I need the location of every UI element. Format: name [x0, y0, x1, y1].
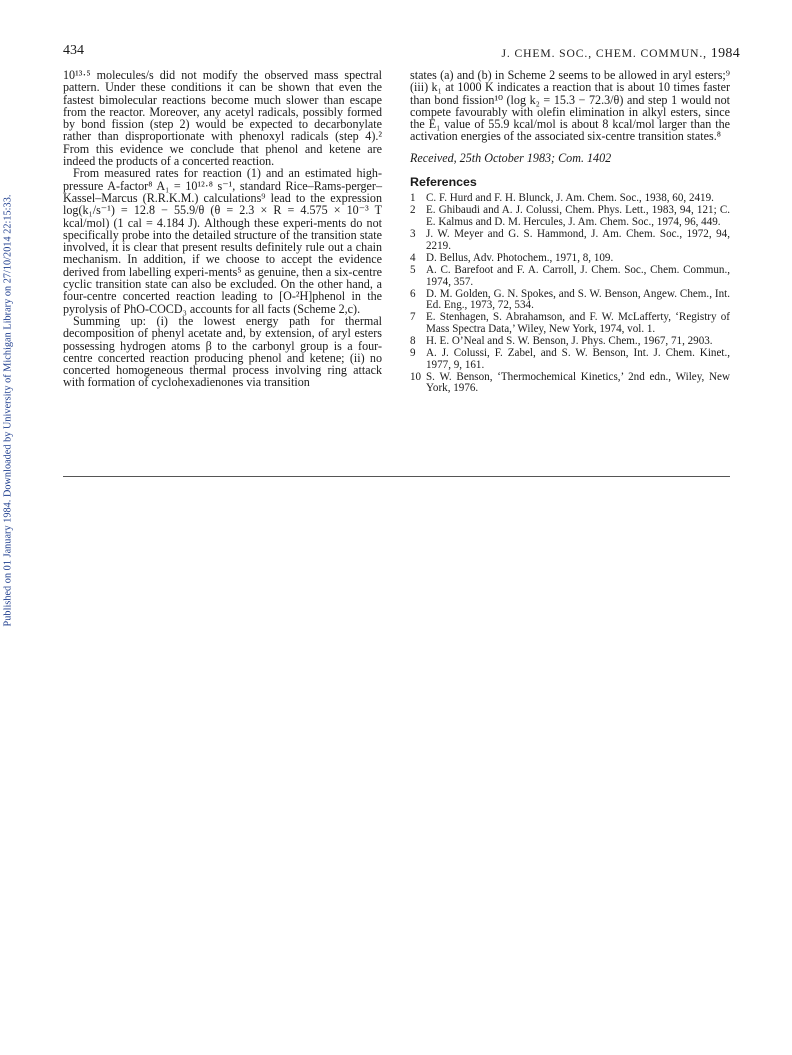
journal-name: J. CHEM. SOC., CHEM. COMMUN., [501, 47, 707, 60]
reference-number: 5 [410, 263, 416, 276]
download-notice-text: Published on 01 January 1984. Downloaded by University of Michigan Library on 27/10/2014 22:15:33. [2, 194, 14, 626]
reference-number: 6 [410, 287, 416, 300]
left-column [63, 69, 382, 389]
reference-text: C. F. Hurd and F. H. Blunck, J. Am. Chem. Soc., 1938, 60, 2419. [426, 192, 714, 205]
reference-number: 10 [410, 370, 422, 383]
body-paragraph: From measured rates for reaction (1) and an estimated high-pressure A-factor⁸ A₁ = 10¹²·⁸ s⁻¹, standard Rice–Rams-perger–Kassel–Marcus (R.R.K.M.) calculations⁹ lead to the expression log(k₁/s⁻¹) = 12.8 − 55.9/θ (θ = 2.3 × R = 4.575 × 10⁻³ T kcal/mol) (1 cal = 4.184 J). Although these experi-ments do not specifically probe into the detailed structure of the transition state involved, it is clear that present results definitely rule out a chain mechanism. In addition, if we choose to accept the evidence derived from labelling experi-ments⁵ as genuine, then a six-centre cyclic transition state can also be excluded. On the other hand, a four-centre concerted reaction leading to [O-²H]phenol in the pyrolysis of PhO-COCD₃ accounts for all facts (Scheme 2,c). [63, 166, 382, 316]
received-date: Received, 25th October 1983; Com. 1402 [410, 150, 612, 165]
reference-text: D. Bellus, Adv. Photochem., 1971, 8, 109. [426, 251, 614, 264]
reference-number: 9 [410, 347, 416, 360]
reference-number: 1 [410, 192, 416, 205]
right-column [410, 69, 730, 395]
body-paragraph: 10¹³·⁵ molecules/s did not modify the observed mass spectral pattern. Under these conditions it can be shown that even the fastest bimolecular reactions become much slower than escape from the reactor. Moreover, any acetyl radicals, possibly formed by bond fission (step 2) would be expected to decarbonylate rather than disproportionate with phenoxyl radicals (step 4).² From this evidence we conclude that phenol and ketene are indeed the products of a concerted reaction. [63, 68, 382, 169]
reference-text: H. E. O’Neal and S. W. Benson, J. Phys. Chem., 1967, 71, 2903. [426, 335, 713, 347]
reference-item [410, 312, 730, 335]
references-heading: References [410, 175, 477, 190]
reference-text: A. J. Colussi, F. Zabel, and S. W. Benson, Int. J. Chem. Kinet., 1977, 9, 161. [426, 347, 730, 371]
footer-divider [63, 476, 730, 477]
reference-item [410, 229, 730, 252]
reference-item [410, 193, 730, 205]
reference-number: 7 [410, 311, 416, 324]
body-paragraph: Summing up: (i) the lowest energy path for thermal decomposition of phenyl acetate and, by extension, of aryl esters possessing hydrogen atoms β to the carbonyl group is a four-centre concerted reaction producing phenol and ketene; (ii) no concerted homogeneous thermal process involving ring attack with formation of cyclohexadienones via transition [63, 313, 382, 390]
reference-text: J. W. Meyer and G. S. Hammond, J. Am. Chem. Soc., 1972, 94, 2219. [426, 228, 730, 252]
page-number: 434 [63, 43, 84, 58]
reference-item [410, 348, 730, 371]
reference-number: 4 [410, 251, 416, 264]
reference-text: A. C. Barefoot and F. A. Carroll, J. Chem. Soc., Chem. Commun., 1974, 357. [426, 263, 730, 288]
reference-text: E. Stenhagen, S. Abrahamson, and F. W. McLafferty, ‘Registry of Mass Spectra Data,’ Wiley, New York, 1974, vol. 1. [426, 311, 730, 335]
reference-item [410, 265, 730, 288]
reference-number: 3 [410, 228, 416, 241]
reference-item [410, 372, 730, 395]
references-list [410, 193, 730, 395]
reference-text: D. M. Golden, G. N. Spokes, and S. W. Benson, Angew. Chem., Int. Ed. Eng., 1973, 72, 534. [426, 287, 730, 312]
journal-year: 1984 [710, 46, 740, 61]
body-paragraph: states (a) and (b) in Scheme 2 seems to be allowed in aryl esters;⁹ (iii) k₁ at 1000 K indicates a reaction that is about 10 times faster than bond fission¹⁰ (log k₂ = 15.3 − 72.3/θ) and step 1 would not compete favourably with olefin elimination in alkyl esters, since the E₁ value of 55.9 kcal/mol is about 8 kcal/mol larger than the activation energies of the associated six-centre transition states.⁸ [410, 68, 730, 144]
reference-item [410, 336, 730, 348]
reference-number: 8 [410, 335, 416, 347]
reference-text: E. Ghibaudi and A. J. Colussi, Chem. Phys. Lett., 1983, 94, 121; C. E. Kalmus and D. M. Hercules, J. Am. Chem. Soc., 1974, 96, 449. [426, 204, 730, 229]
reference-number: 2 [410, 204, 416, 217]
reference-text: S. W. Benson, ‘Thermochemical Kinetics,’ 2nd edn., Wiley, New York, 1976. [426, 370, 730, 395]
journal-header [501, 46, 740, 62]
reference-item [410, 253, 730, 265]
reference-item [410, 205, 730, 228]
reference-item [410, 289, 730, 312]
download-notice [2, 185, 14, 635]
